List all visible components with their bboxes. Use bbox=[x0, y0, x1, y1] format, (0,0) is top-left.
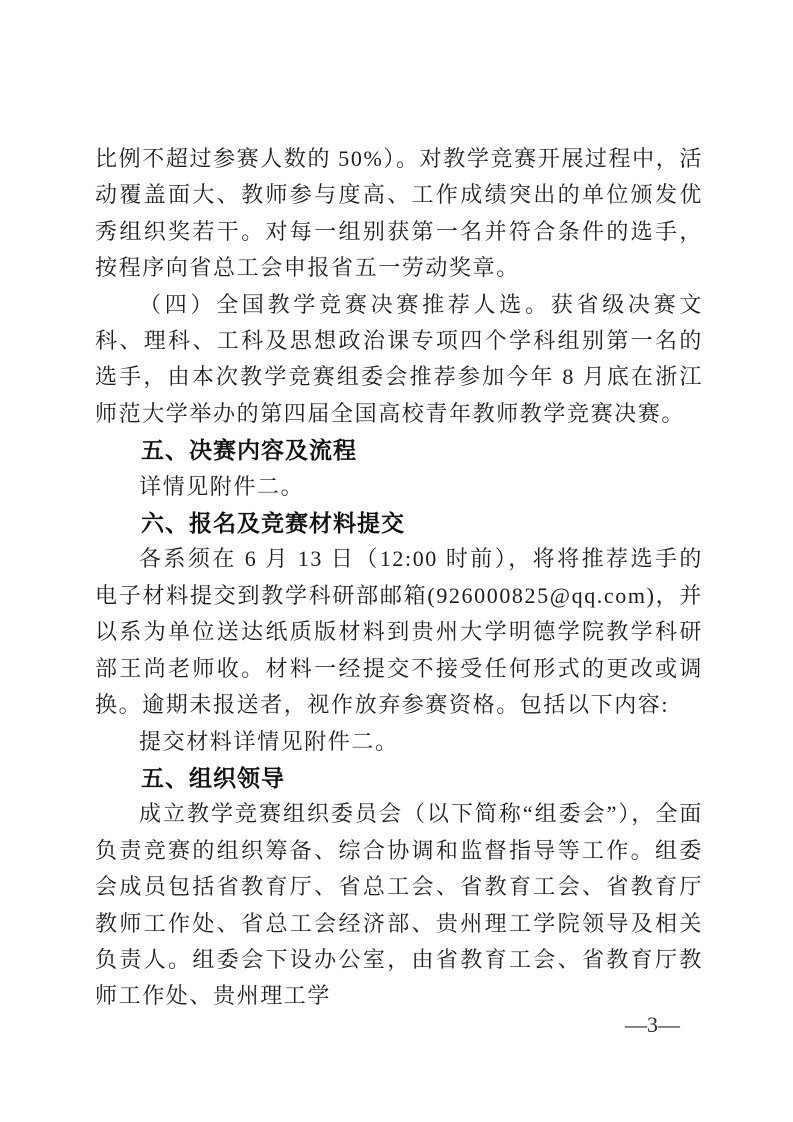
page-number: —3— bbox=[625, 1012, 680, 1037]
paragraph: 比例不超过参赛人数的 50%）。对教学竞赛开展过程中，活动覆盖面大、教师参与度高、工作成绩突出的单位颁发优秀组织奖若干。对每一组别获第一名并符合条件的选手，按程序向省总工会申报省五一劳动奖章。 bbox=[95, 146, 703, 281]
section-heading: 五、组织领导 bbox=[141, 764, 285, 791]
document-body bbox=[95, 141, 703, 1015]
section-heading: 五、决赛内容及流程 bbox=[141, 437, 357, 464]
paragraph: （四）全国教学竞赛决赛推荐人选。获省级决赛文科、理科、工科及思想政治课专项四个学科组别第一名的选手，由本次教学竞赛组委会推荐参加今年 8 月底在浙江师范大学举办的第四届全国高校青年教师教学竞赛决赛。 bbox=[95, 291, 703, 426]
section-heading: 六、报名及竞赛材料提交 bbox=[141, 510, 405, 537]
paragraph: 成立教学竞赛组织委员会（以下简称“组委会”），全面负责竞赛的组织筹备、综合协调和监督指导等工作。组委会成员包括省教育厅、省总工会、省教育工会、省教育厅教师工作处、省总工会经济部、贵州理工学院领导及相关负责人。组委会下设办公室，由省教育工会、省教育厅教师工作处、贵州理工学 bbox=[95, 801, 703, 1009]
paragraph: 各系须在 6 月 13 日（12:00 时前），将将推荐选手的电子材料提交到教学科研部邮箱(926000825@qq.com)，并以系为单位送达纸质版材料到贵州大学明德学院教学科研部王尚老师收。材料一经提交不接受任何形式的更改或调换。逾期未报送者，视作放弃参赛资格。包括以下内容: bbox=[95, 546, 703, 718]
paragraph: 提交材料详情见附件二。 bbox=[139, 728, 399, 754]
paragraph: 详情见附件二。 bbox=[139, 473, 305, 499]
